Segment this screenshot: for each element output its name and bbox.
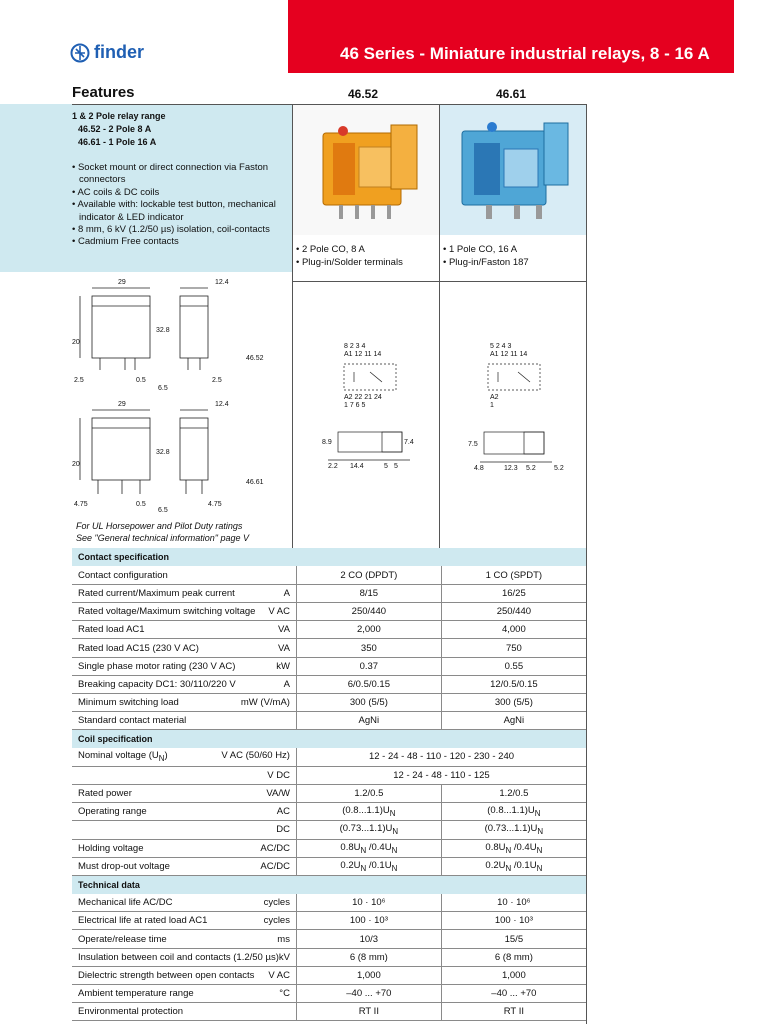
dim-label: 12.3 (504, 465, 518, 472)
row-label (72, 966, 296, 984)
row-label (72, 803, 296, 821)
dim-label: 4.8 (474, 465, 484, 472)
drawing-model-label: 46.61 (246, 479, 264, 486)
unit: AC (276, 806, 290, 818)
row-label (72, 839, 296, 857)
table-row (72, 621, 586, 639)
pole-range (72, 110, 166, 149)
unit: DC (72, 821, 296, 839)
model-a-code: 46.52 (348, 87, 379, 101)
label: Must drop-out voltage (78, 860, 170, 872)
pin-labels: A1 12 11 14 (344, 351, 382, 358)
dimension-drawings (70, 276, 292, 518)
value-b: 250/440 (441, 603, 586, 621)
label: Operating range (78, 806, 147, 818)
dim-label: 32.8 (156, 449, 170, 456)
value-b: 1.2/0.5 (441, 784, 586, 802)
value-b: RT II (441, 1003, 586, 1021)
nominal-voltage-label: Nominal voltage $(U_N)$ (78, 750, 168, 764)
label: Environmental protection (78, 1006, 184, 1018)
table-row (72, 821, 586, 839)
dim-label: 12.4 (215, 279, 229, 286)
pin-labels: 1 (490, 402, 494, 409)
value-a: $(0.73...1.1)U_N$ (296, 821, 441, 839)
table-row (72, 1003, 586, 1021)
value-a: AgNi (296, 712, 441, 730)
unit: cycles (263, 896, 290, 908)
pin-labels: A2 (490, 394, 499, 401)
label: Rated load AC15 (230 V AC) (78, 642, 199, 654)
row-label (72, 566, 296, 584)
range-item: 46.52 - 2 Pole 8 A (78, 124, 152, 134)
pin-labels: A2 22 21 24 (344, 394, 382, 401)
value-b: 300 (5/5) (441, 694, 586, 712)
row-label (72, 603, 296, 621)
dim-label: 14.4 (350, 463, 364, 470)
label: Mechanical life AC/DC (78, 896, 173, 908)
table-row (72, 894, 586, 912)
value-b: $(0.8...1.1)U_N$ (441, 803, 586, 821)
pin-labels: A1 12 11 14 (490, 351, 528, 358)
value-a: 1.2/0.5 (296, 784, 441, 802)
feature-item: • AC coils & DC coils (72, 186, 160, 198)
label: Rated power (78, 788, 132, 800)
dim-label: 7.4 (404, 439, 414, 446)
value-b: 12/0.5/0.15 (441, 675, 586, 693)
pin-labels: 1 7 6 5 (344, 402, 366, 409)
table-row (72, 857, 586, 875)
table-row (72, 712, 586, 730)
row-label (72, 639, 296, 657)
brand-name: finder (94, 42, 145, 62)
unit: V AC (268, 969, 290, 981)
table-row (72, 766, 586, 784)
table-row (72, 930, 586, 948)
table-row (72, 566, 586, 584)
table-row (72, 603, 586, 621)
unit: A (283, 678, 290, 690)
dim-label: 2.2 (328, 463, 338, 470)
label: Operate/release time (78, 933, 167, 945)
row-label (72, 894, 296, 912)
dim-label: 2.5 (212, 377, 222, 384)
ul-rating-note (76, 520, 249, 544)
table-row (72, 839, 586, 857)
value-b: 15/5 (441, 930, 586, 948)
table-row (72, 657, 586, 675)
label: Breaking capacity DC1: 30/110/220 V (78, 678, 236, 690)
value-b: $(0.73...1.1)U_N$ (441, 821, 586, 839)
dim-label: 7.5 (468, 441, 478, 448)
dim-label: 20 (72, 461, 80, 468)
unit: ms (277, 933, 290, 945)
dim-label: 2.5 (74, 377, 84, 384)
label: Rated current/Maximum peak current (78, 587, 235, 599)
dim-label: 8.9 (322, 439, 332, 446)
label: Dielectric strength between open contacts (78, 969, 255, 981)
value-a: 6/0.5/0.15 (296, 675, 441, 693)
table-row (72, 748, 586, 766)
relay-amber-image (293, 105, 439, 235)
value-b: 10 · 10⁶ (441, 894, 586, 912)
value-a: 1,000 (296, 966, 441, 984)
row-label (72, 584, 296, 602)
value-b: 4,000 (441, 621, 586, 639)
feature-item: • Available with: lockable test button, mechanical indicator & LED indicator (72, 199, 276, 223)
value-b: 6 (8 mm) (441, 948, 586, 966)
unit: °C (279, 988, 290, 1000)
unit: cycles (263, 915, 290, 927)
dim-label: 5.2 (554, 465, 564, 472)
unit: mW (V/mA) (240, 697, 290, 709)
value-a: 350 (296, 639, 441, 657)
column-divider (586, 104, 587, 1024)
feature-list (72, 162, 292, 249)
unit: AC/DC (260, 842, 290, 854)
relay-blue-image (440, 105, 586, 235)
row-label (72, 712, 296, 730)
unit: kW (276, 660, 290, 672)
value-b: $0.8U_N$ $/0.4U_N$ (441, 839, 586, 857)
dim-label: 29 (118, 279, 126, 286)
table-row (72, 912, 586, 930)
label: Rated voltage/Maximum switching voltage (78, 606, 256, 618)
value-a: $0.8U_N$ $/0.4U_N$ (296, 839, 441, 857)
dim-label: 5.2 (526, 465, 536, 472)
value-b: $0.2U_N$ $/0.1U_N$ (441, 857, 586, 875)
label: Holding voltage (78, 842, 144, 854)
label: Minimum switching load (78, 697, 179, 709)
value-shared: 12 - 24 - 48 - 110 - 125 (296, 766, 586, 784)
pin-labels: 5 2 4 3 (490, 343, 512, 350)
value-b: 750 (441, 639, 586, 657)
label: Electrical life at rated load AC1 (78, 915, 208, 927)
unit: V AC (268, 606, 290, 618)
unit: A (283, 587, 290, 599)
row-label (72, 1003, 296, 1021)
series-title: 46 Series - Miniature industrial relays, 8 - 16 A (340, 44, 710, 63)
relay-photo-46-61 (440, 105, 586, 235)
table-row (72, 966, 586, 984)
relay-photo-46-52 (293, 105, 439, 235)
row-label (72, 748, 296, 766)
value-a: 8/15 (296, 584, 441, 602)
value-a: 100 · 10³ (296, 912, 441, 930)
label: Rated load AC1 (78, 624, 145, 636)
value-a: RT II (296, 1003, 441, 1021)
table-row (72, 694, 586, 712)
row-label (72, 675, 296, 693)
label: Standard contact material (78, 715, 187, 727)
contact-spec-title: Contact specification (72, 548, 586, 566)
contact-rows (72, 566, 586, 730)
label: Ambient temperature range (78, 988, 194, 1000)
value-a: 300 (5/5) (296, 694, 441, 712)
model-b-description (443, 243, 529, 269)
feature-item: • 8 mm, 6 kV (1.2/50 µs) isolation, coil-contacts (72, 224, 270, 236)
table-row (72, 639, 586, 657)
row-label (72, 857, 296, 875)
value-b: 0.55 (441, 657, 586, 675)
value-a: $(0.8...1.1)U_N$ (296, 803, 441, 821)
tech-data-title: Technical data (72, 875, 586, 893)
value-b: 1,000 (441, 966, 586, 984)
row-divider (292, 281, 586, 282)
value-b: 16/25 (441, 584, 586, 602)
table-row (72, 784, 586, 802)
dim-label: 0.5 (136, 377, 146, 384)
dim-label: 5 (394, 463, 398, 470)
coil-spec-title: Coil specification (72, 730, 586, 748)
value-a: 10 · 10⁶ (296, 894, 441, 912)
unit: VA (278, 642, 290, 654)
ul-note-line: For UL Horsepower and Pilot Duty ratings (76, 521, 243, 531)
row-label (72, 985, 296, 1003)
table-row (72, 803, 586, 821)
label: Single phase motor rating (230 V AC) (78, 660, 236, 672)
value-a: 0.37 (296, 657, 441, 675)
row-label (72, 784, 296, 802)
dim-label: 4.75 (208, 501, 222, 508)
value-a: 10/3 (296, 930, 441, 948)
table-row (72, 675, 586, 693)
section-header (72, 548, 586, 566)
brand-logo (70, 42, 144, 63)
value-a: 2,000 (296, 621, 441, 639)
value-a: 2 CO (DPDT) (296, 566, 441, 584)
label: Insulation between coil and contacts (1.2/50 µs) (78, 951, 279, 963)
dim-label: 12.4 (215, 401, 229, 408)
label: Contact configuration (78, 569, 168, 581)
value-a: 250/440 (296, 603, 441, 621)
row-label (72, 694, 296, 712)
row-label (72, 948, 296, 966)
row-label (72, 930, 296, 948)
model-b-code: 46.61 (496, 87, 527, 101)
pin-labels: 8 2 3 4 (344, 343, 366, 350)
value-a: –40 ... +70 (296, 985, 441, 1003)
table-row (72, 948, 586, 966)
unit: kV (278, 951, 290, 963)
feature-item: • Socket mount or direct connection via Faston connectors (72, 162, 269, 186)
model-a-desc-line: • Plug-in/Solder terminals (296, 257, 403, 268)
unit: VA/W (266, 788, 290, 800)
row-label (72, 621, 296, 639)
drawing-model-label: 46.52 (246, 355, 264, 362)
value-b: 100 · 10³ (441, 912, 586, 930)
section-header (72, 730, 586, 748)
model-b-desc-line: • 1 Pole CO, 16 A (443, 244, 518, 255)
features-title: Features (72, 84, 135, 101)
tech-rows (72, 894, 586, 1021)
value-b: –40 ... +70 (441, 985, 586, 1003)
unit: AC/DC (260, 860, 290, 872)
dim-label: 4.75 (74, 501, 88, 508)
dim-label: 29 (118, 401, 126, 408)
wiring-schematics (292, 336, 586, 476)
value-b: 1 CO (SPDT) (441, 566, 586, 584)
ul-note-line: See "General technical information" page V (76, 533, 249, 543)
model-a-desc-line: • 2 Pole CO, 8 A (296, 244, 365, 255)
dim-label: 6.5 (158, 507, 168, 514)
row-label (72, 657, 296, 675)
finder-logo-icon (70, 43, 90, 63)
table-row (72, 584, 586, 602)
value-a: $0.2U_N$ $/0.1U_N$ (296, 857, 441, 875)
unit: V DC (72, 766, 296, 784)
range-item: 46.61 - 1 Pole 16 A (78, 137, 157, 147)
dim-label: 5 (384, 463, 388, 470)
model-b-desc-line: • Plug-in/Faston 187 (443, 257, 529, 268)
feature-item: • Cadmium Free contacts (72, 236, 179, 248)
dim-label: 6.5 (158, 385, 168, 392)
table-row (72, 985, 586, 1003)
section-header (72, 875, 586, 893)
dim-label: 32.8 (156, 327, 170, 334)
dim-label: 0.5 (136, 501, 146, 508)
value-shared: 12 - 24 - 48 - 110 - 120 - 230 - 240 (296, 748, 586, 766)
value-a: 6 (8 mm) (296, 948, 441, 966)
unit: VA (278, 624, 290, 636)
specification-table (72, 548, 586, 1021)
model-a-description (296, 243, 403, 269)
unit: V AC (50/60 Hz) (221, 750, 290, 762)
dim-label: 20 (72, 339, 80, 346)
value-b: AgNi (441, 712, 586, 730)
range-title: 1 & 2 Pole relay range (72, 111, 166, 121)
row-label (72, 912, 296, 930)
